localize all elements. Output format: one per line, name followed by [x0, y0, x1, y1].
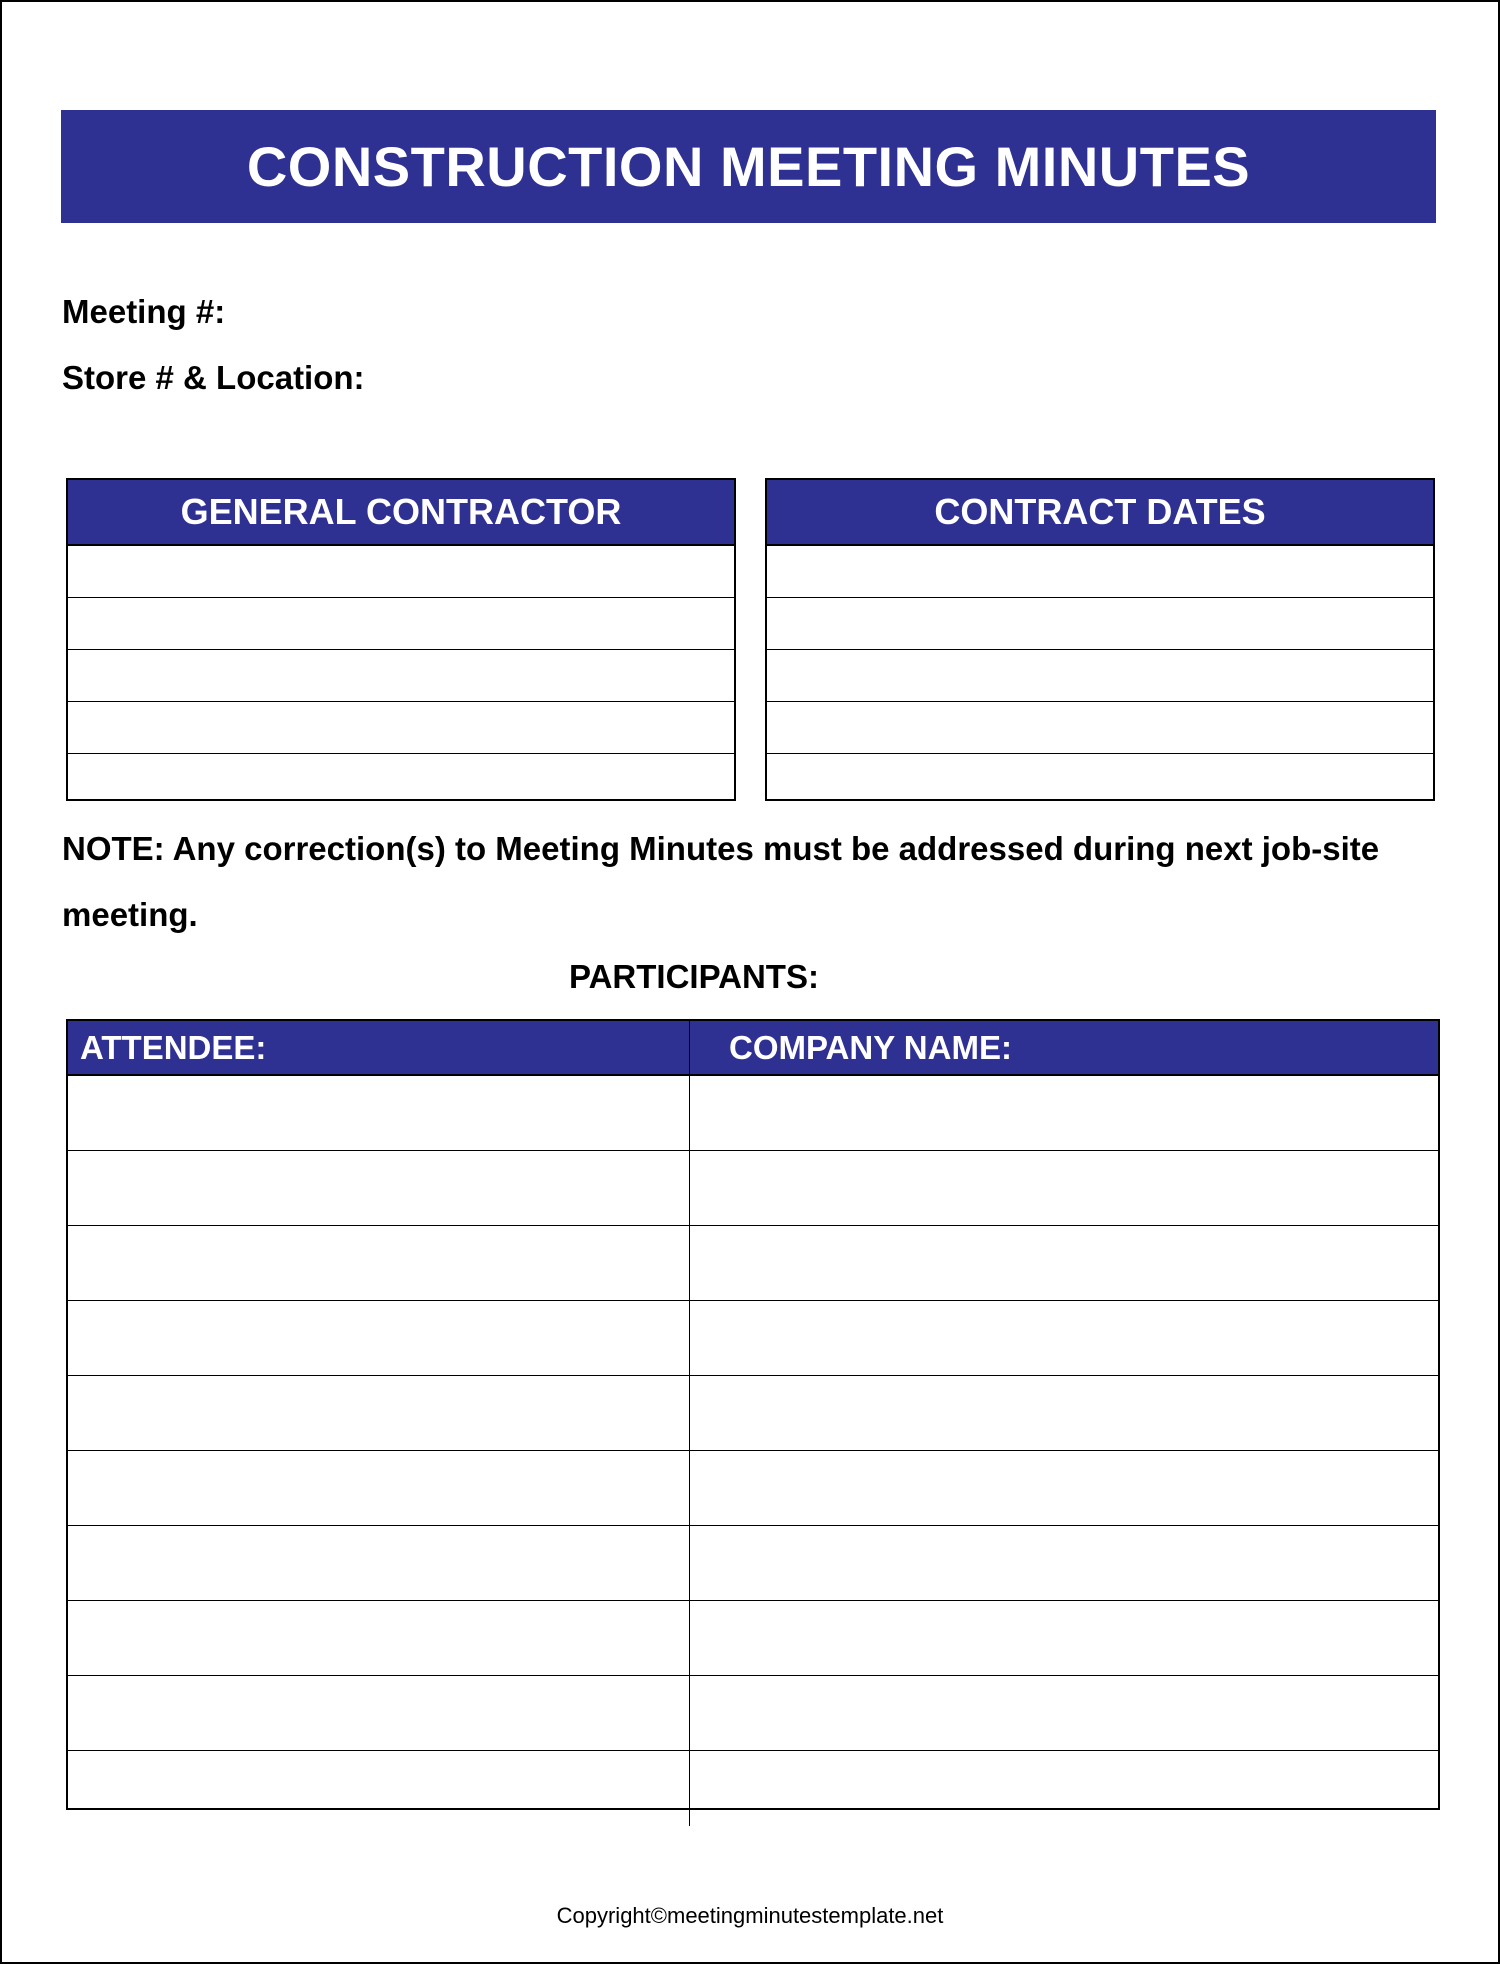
company-name-header: COMPANY NAME: — [729, 1028, 1012, 1066]
contract-dates-header: CONTRACT DATES — [767, 480, 1433, 546]
attendee-cell[interactable] — [68, 1526, 690, 1600]
table-row — [68, 1676, 1438, 1751]
attendee-cell[interactable] — [68, 1076, 690, 1150]
contract-dates-table — [765, 478, 1435, 801]
table-row — [68, 1526, 1438, 1601]
table-row[interactable] — [767, 546, 1433, 598]
table-row[interactable] — [68, 546, 734, 598]
company-cell[interactable] — [690, 1076, 1438, 1150]
company-cell[interactable] — [690, 1451, 1438, 1525]
participants-table — [66, 1019, 1440, 1810]
attendee-cell[interactable] — [68, 1676, 690, 1750]
table-row — [68, 1301, 1438, 1376]
table-row[interactable] — [68, 650, 734, 702]
table-row — [68, 1226, 1438, 1301]
table-row — [68, 1751, 1438, 1826]
attendee-cell[interactable] — [68, 1601, 690, 1675]
table-row[interactable] — [767, 702, 1433, 754]
attendee-header: ATTENDEE: — [68, 1021, 690, 1074]
correction-note: NOTE: Any correction(s) to Meeting Minutes must be addressed during next job-site meeting. — [62, 830, 1380, 933]
company-cell[interactable] — [690, 1751, 1438, 1826]
company-cell[interactable] — [690, 1226, 1438, 1300]
table-row[interactable] — [767, 598, 1433, 650]
attendee-cell[interactable] — [68, 1376, 690, 1450]
attendee-cell[interactable] — [68, 1751, 690, 1826]
copyright-footer: Copyright©meetingminutestemplate.net — [556, 1903, 944, 1928]
attendee-cell[interactable] — [68, 1151, 690, 1225]
attendee-cell[interactable] — [68, 1301, 690, 1375]
company-cell[interactable] — [690, 1301, 1438, 1375]
table-row[interactable] — [68, 702, 734, 754]
table-row[interactable] — [767, 754, 1433, 806]
participants-heading: PARTICIPANTS: — [569, 958, 819, 995]
attendee-cell[interactable] — [68, 1226, 690, 1300]
general-contractor-header: GENERAL CONTRACTOR — [68, 480, 734, 546]
store-location-label: Store # & Location: — [62, 359, 365, 396]
company-cell[interactable] — [690, 1376, 1438, 1450]
table-row[interactable] — [68, 598, 734, 650]
document-title-banner — [61, 110, 1436, 223]
participants-table-header — [68, 1021, 1438, 1076]
table-row — [68, 1376, 1438, 1451]
table-row — [68, 1451, 1438, 1526]
table-row — [68, 1151, 1438, 1226]
meeting-number-label: Meeting #: — [62, 293, 226, 330]
table-row — [68, 1601, 1438, 1676]
company-cell[interactable] — [690, 1601, 1438, 1675]
document-title: CONSTRUCTION MEETING MINUTES — [246, 135, 1251, 198]
company-cell[interactable] — [690, 1676, 1438, 1750]
table-row[interactable] — [68, 754, 734, 806]
company-cell[interactable] — [690, 1151, 1438, 1225]
table-row[interactable] — [767, 650, 1433, 702]
company-cell[interactable] — [690, 1526, 1438, 1600]
general-contractor-table — [66, 478, 736, 801]
attendee-cell[interactable] — [68, 1451, 690, 1525]
table-row — [68, 1076, 1438, 1151]
